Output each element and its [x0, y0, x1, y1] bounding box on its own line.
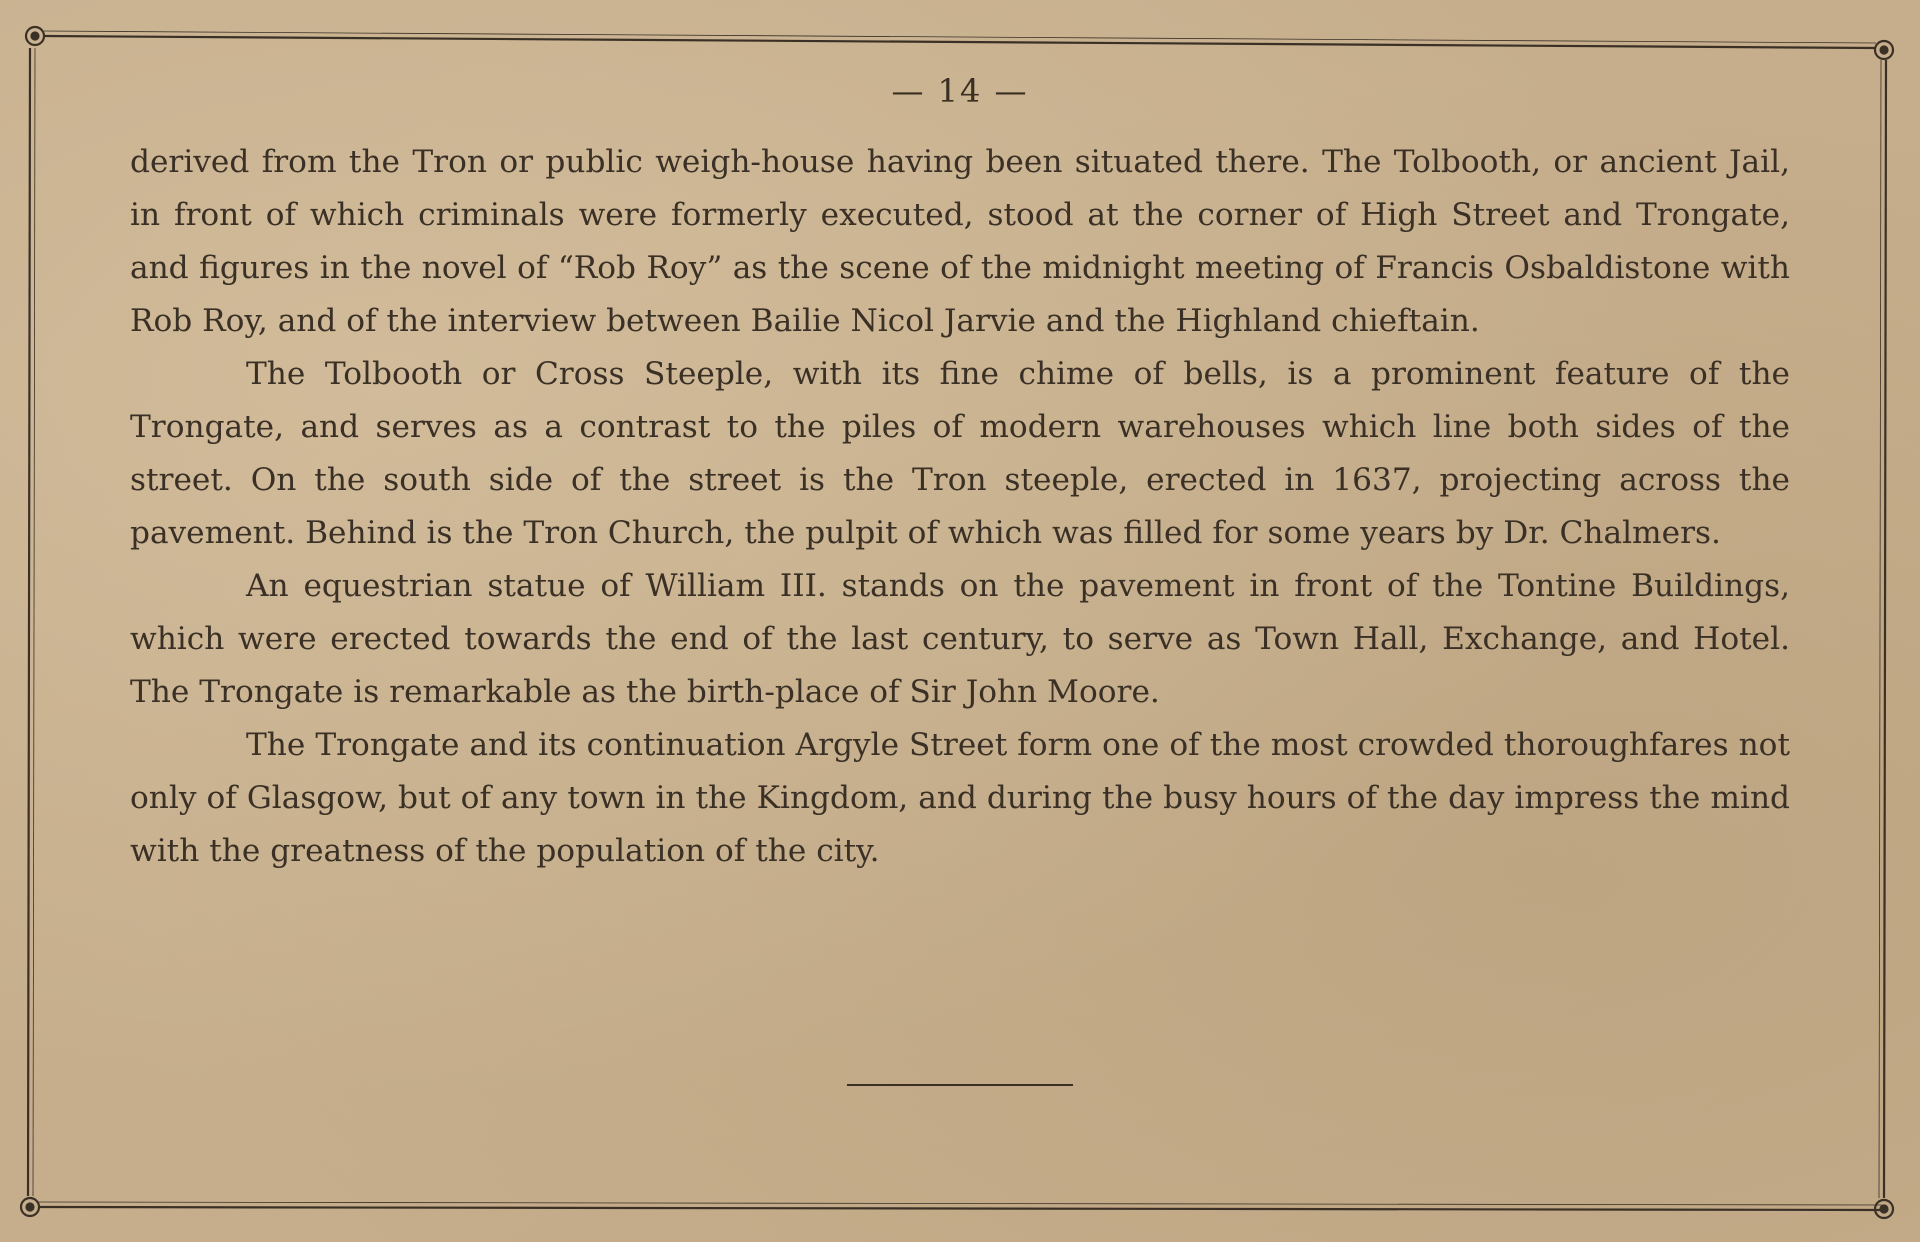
border-left-line-thin [33, 48, 35, 1196]
corner-ornament-top-left [26, 27, 44, 45]
border-right-line-thin [1879, 60, 1881, 1198]
paragraph-3: An equestrian statue of William III. stands on the pavement in front of the Tontine Buildings, which were erected towards the end of the last century, to serve as Town Hall, Exchange, and Hotel. The Trongate is remarkable as the birth-place of Sir John Moore. [130, 568, 1790, 710]
border-left-line [28, 48, 30, 1196]
paragraph-4: The Trongate and its continuation Argyle Street form one of the most crowded thoroughfares not only of Glasgow, but of any town in the Kingdom, and during the busy hours of the day impress the mind with the greatness of the population of the city. [130, 727, 1790, 869]
border-top-line [44, 36, 1876, 48]
paragraph-1: derived from the Tron or public weigh-house having been situated there. The Tolbooth, or ancient Jail, in front of which criminals were formerly executed, stood at the corner of High Street and Trongate, and figures in the novel of “Rob Roy” as the scene of the midnight meeting of Francis Osbaldistone with Rob Roy, and of the interview between Bailie Nicol Jarvie and the Highland chieftain. [130, 144, 1790, 339]
corner-ornament-top-right [1875, 41, 1893, 59]
page-number: — 14 — [891, 72, 1029, 110]
paragraph-2: The Tolbooth or Cross Steeple, with its fine chime of bells, is a prominent feature of the Trongate, and serves as a contrast to the piles of modern warehouses which line both sides of the street. On the south side of the street is the Tron steeple, erected in 1637, projecting across the pavement. Behind is the Tron Church, the pulpit of which was filled for some years by Dr. Chalmers. [130, 356, 1790, 551]
border-bottom-line-thin [38, 1202, 1882, 1205]
closing-rule [847, 1084, 1073, 1086]
body-text [130, 136, 1790, 878]
border-bottom-line [38, 1207, 1882, 1210]
corner-ornament-bottom-left [21, 1198, 39, 1216]
border-right-line [1884, 60, 1886, 1198]
